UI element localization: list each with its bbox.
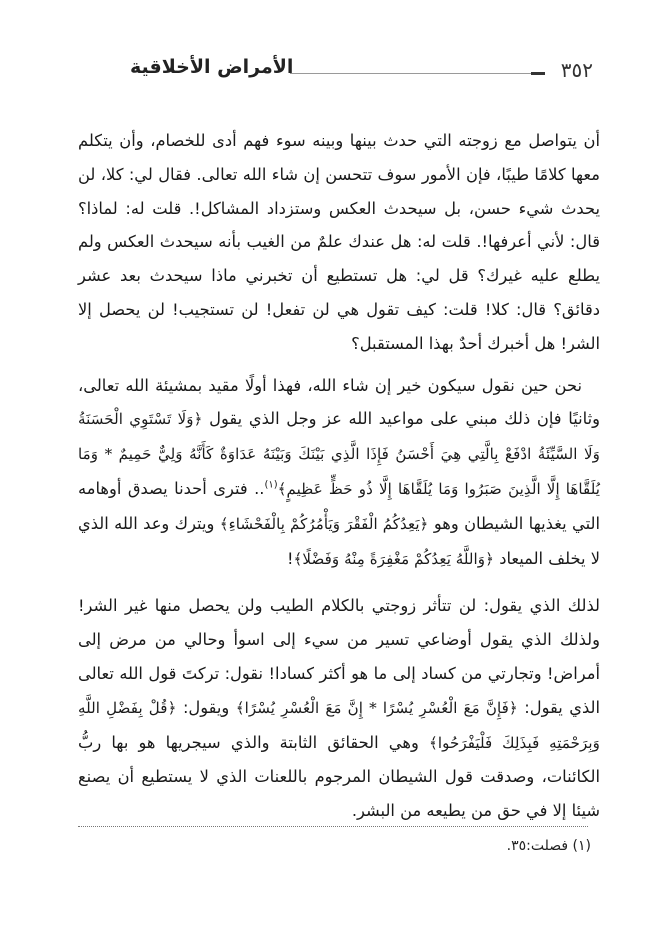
page-body: [78, 124, 600, 828]
quran-verse-shaitan: ﴿يَعِدُكُمُ الْفَقْرَ وَيَأْمُرُكُمْ بِالْفَحْشَاءِ﴾: [219, 514, 429, 533]
quran-verse-ease: ﴿فَإِنَّ مَعَ الْعُسْرِ يُسْرًا * إِنَّ مَعَ الْعُسْرِ يُسْرًا﴾: [235, 698, 518, 717]
page-number: ٣٥٢: [560, 58, 593, 82]
footnote-marker[interactable]: (١): [264, 479, 278, 491]
running-title: الأمراض الأخلاقية: [130, 56, 294, 78]
paragraph-2-text-b: .. فترى أحدنا يصدق أوهامه التي يغذيها الشيطان وهو: [78, 478, 600, 533]
header-rule: [290, 73, 531, 74]
paragraph-3-text-c: وهي الحقائق الثابتة والذي سيجريها هو بها ربُّ الكائنات، وصدقت قول الشيطان المرجوم باللعنات الذي لا يستطيع أن يصنع شيئا إلا في حق من يطيعه من البشر.: [78, 732, 600, 821]
footnote: (١) فصلت:٣٥.: [506, 838, 591, 854]
footnote-divider: [78, 826, 588, 827]
header-dash: [531, 72, 545, 75]
quran-verse-rejoice: ﴿قُلْ بِفَضْلِ اللَّهِ وَبِرَحْمَتِهِ فَبِذَلِكَ فَلْيَفْرَحُوا﴾: [78, 698, 600, 752]
paragraph-3-text-a: لذلك الذي يقول: لن تتأثر زوجتي بالكلام الطيب ولن يحصل منها غير الشر! ولذلك الذي يقول أوضاعي تسير من سيء إلى اسوأ وحالي من مرض إلى أمراض! وتجارتي من كساد إلى ما هو أكثر كسادا! نقول: تركتَ قول الله تعالى الذي يقول:: [78, 596, 600, 717]
paragraph-3-text-b: ويقول:: [182, 697, 230, 717]
quran-verse-promise: ﴿وَاللَّهُ يَعِدُكُمْ مَغْفِرَةً مِنْهُ وَفَضْلًا﴾: [293, 549, 495, 568]
paragraph-2-end: !: [286, 548, 294, 568]
paragraph-2: [78, 369, 600, 577]
quran-verse-fussilat: ﴿وَلَا تَسْتَوِي الْحَسَنَةُ وَلَا السَّيِّئَةُ ادْفَعْ بِالَّتِي هِيَ أَحْسَنُ فَإِذَا الَّذِي بَيْنَكَ وَبَيْنَهُ عَدَاوَةٌ كَأَنَّهُ وَلِيٌّ حَمِيمٌ * وَمَا يُلَقَّاهَا إِلَّا الَّذِينَ صَبَرُوا وَمَا يُلَقَّاهَا إِلَّا ذُو حَظٍّ عَظِيمٍ﴾: [78, 410, 600, 498]
paragraph-1: أن يتواصل مع زوجته التي حدث بينها وبينه سوء فهم أدى للخصام، وأن يتكلم معها كلامًا طيبًا، فإن الأمور سوف تتحسن إن شاء الله تعالى. فقال لي: كلا، لن يحدث شيء حسن، بل سيحدث العكس وستزداد المشاكل!. قلت له: لماذا؟ قال: لأني أعرفها!. قلت له: هل عندك علمٌ من الغيب بأنه سيحدث العكس ولم يطلع عليه غيرك؟ قل لي: هل تستطيع أن تخبرني ماذا سيحدث بعد عشر دقائق؟ قال: كلا! قلت: كيف تقول هي لن تفعل! لن تستجيب! لن يحصل إلا الشر! هل أخبرك أحدٌ بهذا المستقبل؟: [78, 131, 600, 353]
paragraph-3: [78, 589, 600, 828]
page-header: [0, 52, 669, 92]
paragraph-2-text-a: نحن حين نقول سيكون خير إن شاء الله، فهذا أولًا مقيد بمشيئة الله تعالى، وثانيًا فإن ذلك مبني على مواعيد الله عز وجل الذي يقول: [78, 375, 600, 429]
paragraph-2-text-c: ويترك وعد الله الذي لا يخلف الميعاد: [78, 513, 600, 568]
